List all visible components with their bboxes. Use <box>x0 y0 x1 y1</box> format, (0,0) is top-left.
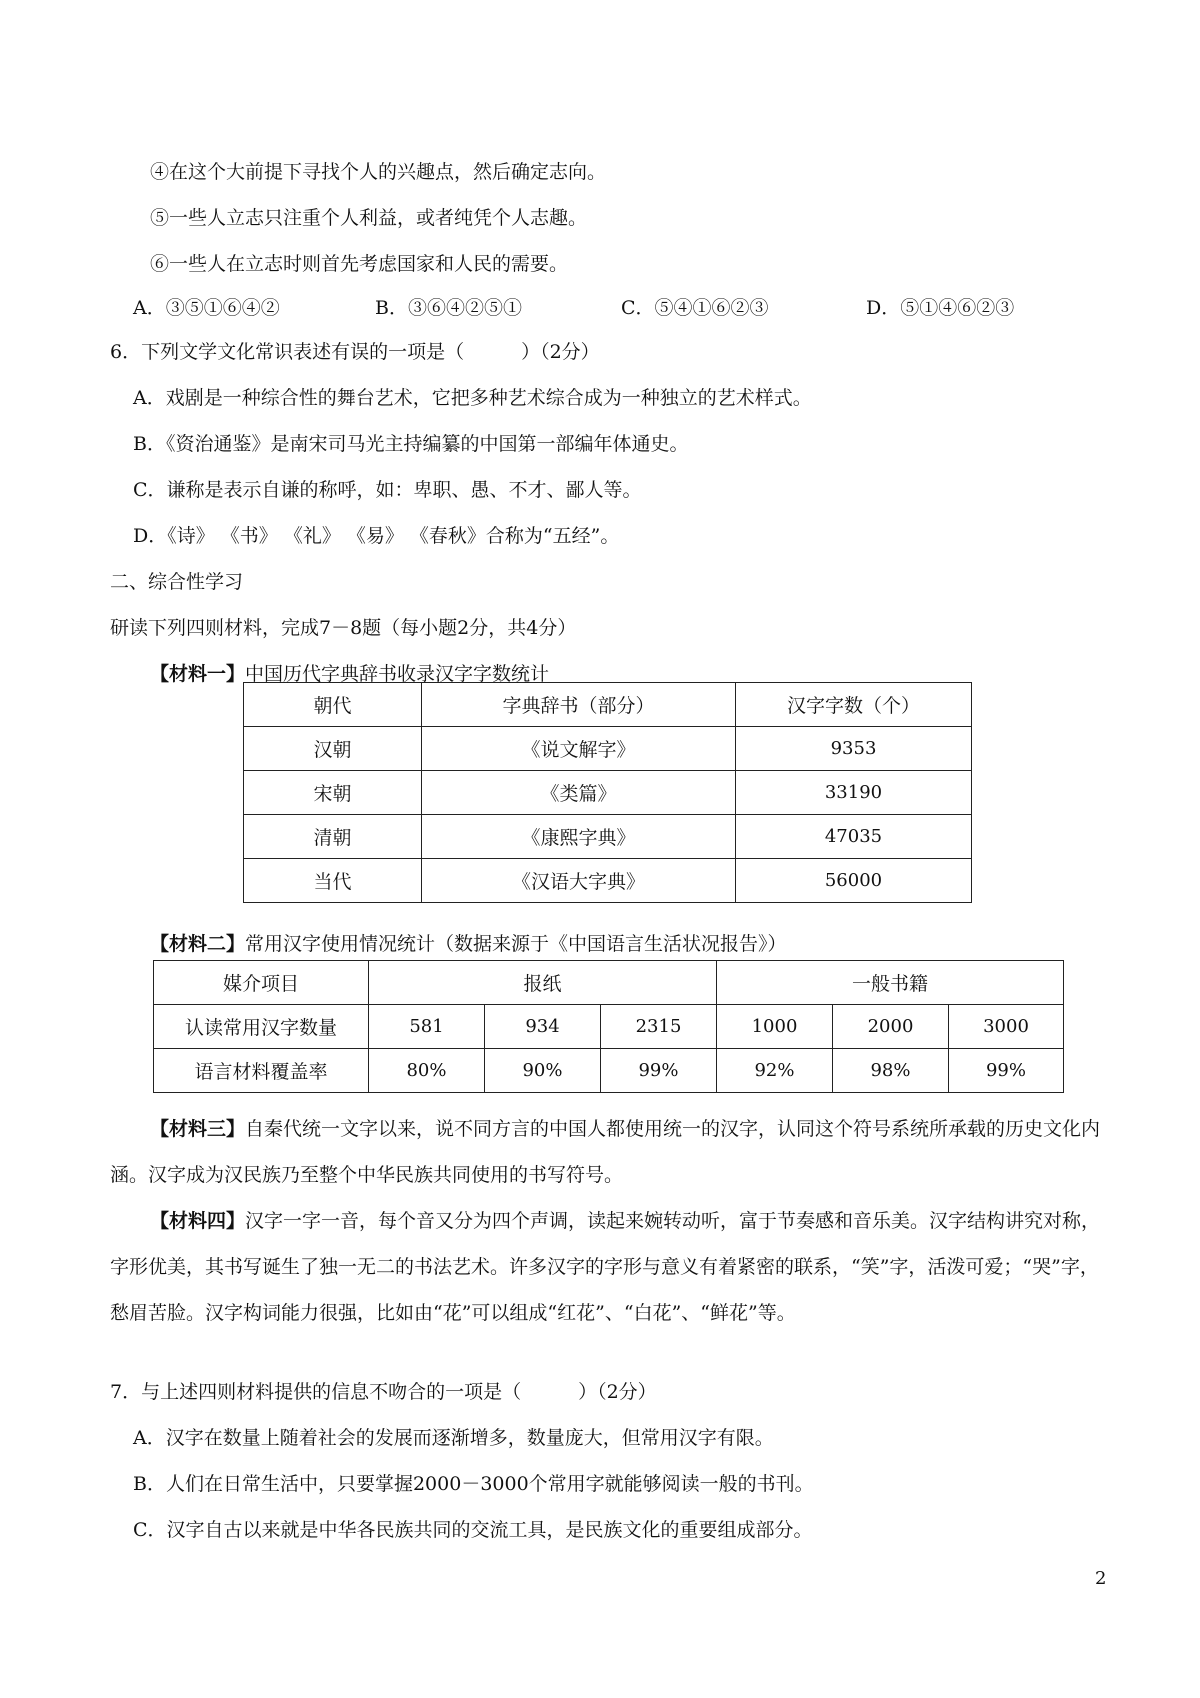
q5-item-5: ⑤一些人立志只注重个人利益，或者纯凭个人志趣。 <box>150 207 588 229</box>
material2-heading <box>150 932 787 956</box>
table-cell: 宋朝 <box>244 771 422 815</box>
table-cell: 98% <box>833 1049 949 1093</box>
table-row-label: 语言材料覆盖率 <box>154 1049 369 1093</box>
table-row <box>244 727 972 771</box>
table-cell: 934 <box>485 1005 601 1049</box>
page-number: 2 <box>1095 1568 1107 1589</box>
q7-option-b: B．人们在日常生活中，只要掌握2000－3000个常用字就能够阅读一般的书刊。 <box>133 1473 814 1495</box>
q6-stem: 6．下列文学文化常识表述有误的一项是（ ）（2分） <box>110 341 600 363</box>
material2-label: 【材料二】 <box>150 933 246 955</box>
material3-paragraph <box>110 1106 1105 1198</box>
table-row <box>244 815 972 859</box>
q7-option-c: C．汉字自古以来就是中华各民族共同的交流工具，是民族文化的重要组成部分。 <box>133 1519 813 1541</box>
material4-label: 【材料四】 <box>150 1210 246 1232</box>
table-header-row <box>244 683 972 727</box>
q5-option-a: A．③⑤①⑥④② <box>133 297 280 319</box>
table-cell: 《汉语大字典》 <box>422 859 736 903</box>
material3-label: 【材料三】 <box>150 1118 246 1140</box>
material1-table <box>243 682 972 903</box>
q6-option-c: C．谦称是表示自谦的称呼，如：卑职、愚、不才、鄙人等。 <box>133 479 642 501</box>
table-row <box>154 1005 1064 1049</box>
material1-title: 中国历代字典辞书收录汉字字数统计 <box>245 663 550 685</box>
table-cell: 《类篇》 <box>422 771 736 815</box>
q5-item-4: ④在这个大前提下寻找个人的兴趣点，然后确定志向。 <box>150 161 607 183</box>
table-cell: 99% <box>601 1049 717 1093</box>
table-cell: 90% <box>485 1049 601 1093</box>
table-row <box>244 771 972 815</box>
table-row-label: 认读常用汉字数量 <box>154 1005 369 1049</box>
table-cell: 2000 <box>833 1005 949 1049</box>
table-header-cell: 汉字字数（个） <box>736 683 972 727</box>
table-cell: 56000 <box>736 859 972 903</box>
table-cell: 汉朝 <box>244 727 422 771</box>
q6-option-d: D．《诗》 《书》 《礼》 《易》 《春秋》合称为“五经”。 <box>133 525 620 547</box>
table-header-cell: 报纸 <box>369 961 717 1005</box>
table-cell: 33190 <box>736 771 972 815</box>
table-cell: 1000 <box>717 1005 833 1049</box>
table-cell: 80% <box>369 1049 485 1093</box>
material3-text: 自秦代统一文字以来，说不同方言的中国人都使用统一的汉字，认同这个符号系统所承载的历史文化内涵。汉字成为汉民族乃至整个中华民族共同使用的书写符号。 <box>110 1118 1101 1186</box>
table-header-row <box>154 961 1064 1005</box>
q7-stem: 7．与上述四则材料提供的信息不吻合的一项是（ ）（2分） <box>110 1381 657 1403</box>
table-cell: 《说文解字》 <box>422 727 736 771</box>
table-cell: 2315 <box>601 1005 717 1049</box>
material2-table <box>153 960 1064 1093</box>
table-header-cell: 媒介项目 <box>154 961 369 1005</box>
table-cell: 当代 <box>244 859 422 903</box>
q6-option-b: B．《资治通鉴》是南宋司马光主持编纂的中国第一部编年体通史。 <box>133 433 689 455</box>
q7-option-a: A．汉字在数量上随着社会的发展而逐渐增多，数量庞大，但常用汉字有限。 <box>133 1427 774 1449</box>
q5-item-6: ⑥一些人在立志时则首先考虑国家和人民的需要。 <box>150 253 569 275</box>
table-header-cell: 一般书籍 <box>717 961 1064 1005</box>
q5-options <box>133 293 1033 317</box>
table-cell: 3000 <box>949 1005 1064 1049</box>
section2-intro: 研读下列四则材料，完成7－8题（每小题2分，共4分） <box>110 617 577 639</box>
table-cell: 《康熙字典》 <box>422 815 736 859</box>
q5-option-d: D．⑤①④⑥②③ <box>866 297 1015 319</box>
material2-title: 常用汉字使用情况统计（数据来源于《中国语言生活状况报告》） <box>245 933 787 955</box>
table-cell: 99% <box>949 1049 1064 1093</box>
section2-title: 二、综合性学习 <box>110 571 244 593</box>
table-header-cell: 朝代 <box>244 683 422 727</box>
table-cell: 92% <box>717 1049 833 1093</box>
table-header-cell: 字典辞书（部分） <box>422 683 736 727</box>
table-row <box>244 859 972 903</box>
q5-option-b: B．③⑥④②⑤① <box>375 297 522 319</box>
table-row <box>154 1049 1064 1093</box>
q6-option-a: A．戏剧是一种综合性的舞台艺术，它把多种艺术综合成为一种独立的艺术样式。 <box>133 387 812 409</box>
table-cell: 9353 <box>736 727 972 771</box>
table-cell: 47035 <box>736 815 972 859</box>
q5-option-c: C．⑤④①⑥②③ <box>621 297 769 319</box>
table-cell: 清朝 <box>244 815 422 859</box>
material4-paragraph <box>110 1198 1105 1336</box>
material1-label: 【材料一】 <box>150 663 246 685</box>
table-cell: 581 <box>369 1005 485 1049</box>
material4-text: 汉字一字一音，每个音又分为四个声调，读起来婉转动听，富于节奏感和音乐美。汉字结构讲究对称，字形优美，其书写诞生了独一无二的书法艺术。许多汉字的字形与意义有着紧密的联系，“笑”字，活泼可爱；“哭”字，愁眉苦脸。汉字构词能力很强，比如由“花”可以组成“红花”、“白花”、“鲜花”等。 <box>110 1210 1101 1324</box>
